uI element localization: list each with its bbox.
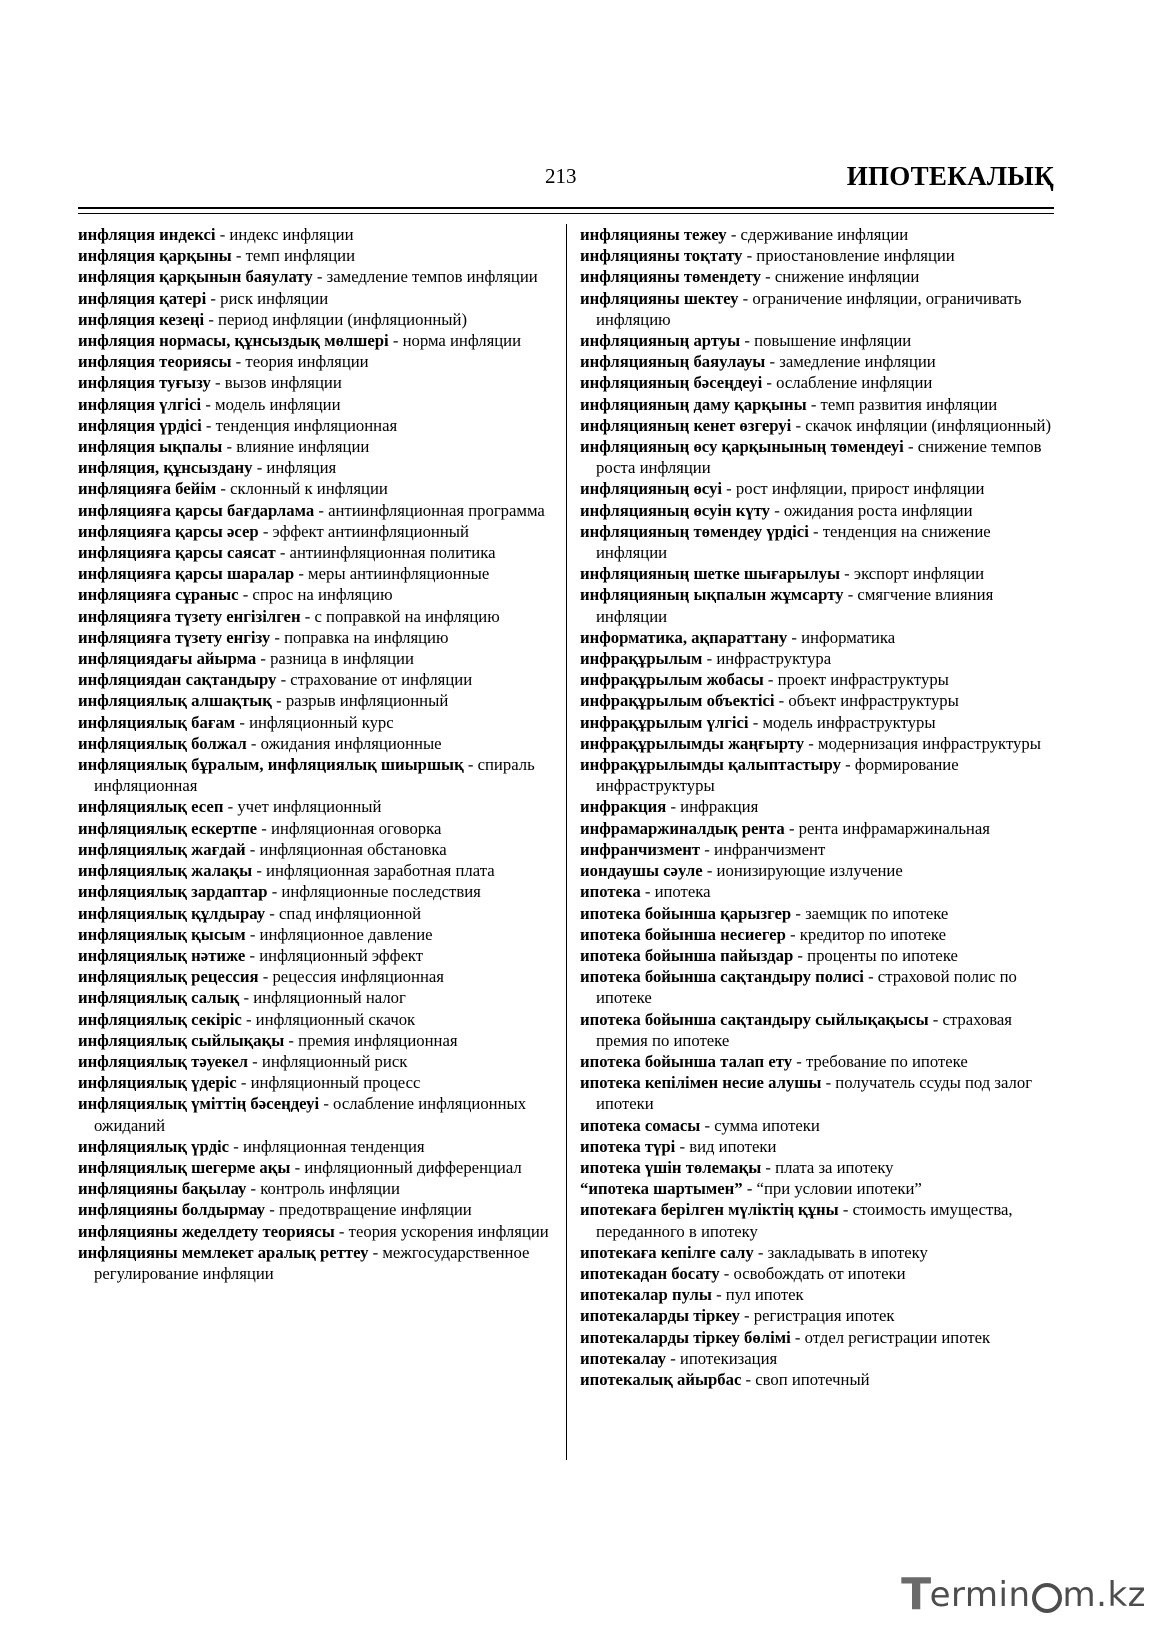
entry-translation: - норма инфляции bbox=[388, 331, 522, 351]
dictionary-entry bbox=[580, 500, 1058, 521]
entry-term: ипотека бойынша қарызгер bbox=[580, 903, 792, 923]
entry-term: ипотека үшін төлемақы bbox=[580, 1157, 762, 1177]
dictionary-entry bbox=[580, 733, 1058, 754]
entry-term: инфляцияны мемлекет аралық реттеу bbox=[78, 1242, 369, 1262]
entry-term: инфляциялық сыйлықақы bbox=[78, 1030, 285, 1050]
dictionary-entry bbox=[580, 1178, 1058, 1199]
entry-translation: - инфляционное давление bbox=[245, 924, 433, 944]
entry-translation: - ипотекизация bbox=[666, 1348, 778, 1368]
entry-translation: - поправка на инфляцию bbox=[270, 627, 449, 647]
dictionary-entry bbox=[78, 627, 556, 648]
entry-term: инфляцияның ықпалын жұмсарту bbox=[580, 585, 844, 605]
dictionary-entry bbox=[78, 457, 556, 478]
column-divider bbox=[566, 224, 567, 1460]
dictionary-entry bbox=[580, 1305, 1058, 1326]
entry-translation: - освобождать от ипотеки bbox=[719, 1263, 906, 1283]
dictionary-entry bbox=[580, 881, 1058, 902]
entry-translation: - с поправкой на инфляцию bbox=[300, 606, 500, 626]
entry-translation: - темп инфляции bbox=[231, 246, 356, 266]
entry-term: ипотека сомасы bbox=[580, 1115, 701, 1135]
entry-term: инфрақұрылымды жаңғырту bbox=[580, 733, 805, 753]
dictionary-entry bbox=[78, 415, 556, 436]
entry-term: инфляцияға қарсы әсер bbox=[78, 521, 259, 541]
entry-translation: - рента инфрамаржинальная bbox=[784, 818, 990, 838]
entry-term: инфляциялық үміттің бәсеңдеуі bbox=[78, 1094, 320, 1114]
entry-term: инфляциялық ескертпе bbox=[78, 818, 258, 838]
entry-term: инфляциялық есеп bbox=[78, 797, 224, 817]
entry-term: ипотекалық айырбас bbox=[580, 1369, 742, 1389]
dictionary-entry bbox=[78, 1030, 556, 1051]
entry-translation: - вид ипотеки bbox=[675, 1136, 777, 1156]
dictionary-entry bbox=[580, 351, 1058, 372]
entry-translation: - антиинфляционная программа bbox=[314, 500, 545, 520]
entry-translation: - модель инфляции bbox=[201, 394, 341, 414]
entry-term: иондаушы сәуле bbox=[580, 861, 703, 881]
entry-term: инфляцияның өсу қарқынының төмендеуі bbox=[580, 437, 904, 457]
dictionary-entry bbox=[580, 584, 1058, 626]
dictionary-entry bbox=[78, 966, 556, 987]
entry-translation: - проценты по ипотеке bbox=[793, 945, 958, 965]
entry-translation: - кредитор по ипотеке bbox=[785, 924, 946, 944]
entry-translation: - индекс инфляции bbox=[215, 225, 354, 244]
entry-term: инфляциядан сақтандыру bbox=[78, 670, 277, 690]
dictionary-entry bbox=[580, 1115, 1058, 1136]
entry-term: инфляциялық жалақы bbox=[78, 861, 253, 881]
entry-translation: - эффект антиинфляционный bbox=[258, 521, 469, 541]
dictionary-entry bbox=[78, 394, 556, 415]
entry-term: инфляция туғызу bbox=[78, 373, 211, 393]
entry-term: инфляциялық нәтиже bbox=[78, 945, 246, 965]
dictionary-entry bbox=[78, 690, 556, 711]
entry-translation: - спад инфляционной bbox=[265, 903, 422, 923]
dictionary-entry bbox=[78, 521, 556, 542]
dictionary-entry bbox=[78, 266, 556, 287]
entry-term: инфрақұрылым үлгісі bbox=[580, 712, 749, 732]
entry-term: инфляцияны бақылау bbox=[78, 1179, 247, 1199]
entry-translation: - антиинфляционная политика bbox=[275, 543, 496, 563]
dictionary-entry bbox=[78, 860, 556, 881]
entry-translation: - меры антиинфляционные bbox=[294, 564, 490, 584]
dictionary-entry bbox=[78, 1051, 556, 1072]
dictionary-entry bbox=[78, 1157, 556, 1178]
entry-translation: - объект инфраструктуры bbox=[774, 691, 959, 711]
entry-translation: - разница в инфляции bbox=[256, 649, 414, 669]
entry-term: ипотека бойынша пайыздар bbox=[580, 945, 794, 965]
dictionary-entry bbox=[78, 818, 556, 839]
entry-term: инфляциялық алшақтық bbox=[78, 691, 272, 711]
entry-translation: - инфранчизмент bbox=[700, 839, 826, 859]
dictionary-entry bbox=[78, 351, 556, 372]
dictionary-entry bbox=[580, 754, 1058, 796]
entry-translation: - инфляционный процесс bbox=[236, 1073, 421, 1093]
header-rule-thick bbox=[78, 207, 1054, 209]
entry-translation: - сумма ипотеки bbox=[700, 1115, 820, 1135]
entry-term: инфляцияның шетке шығарылуы bbox=[580, 564, 840, 584]
entry-translation: - теория ускорения инфляции bbox=[334, 1221, 549, 1241]
entry-translation: - снижение инфляции bbox=[760, 267, 920, 287]
dictionary-entry bbox=[580, 245, 1058, 266]
dictionary-entry bbox=[78, 733, 556, 754]
entry-translation: - инфляционный скачок bbox=[241, 1009, 416, 1029]
entry-translation: - ионизирующие излучение bbox=[702, 861, 903, 881]
entry-translation: - сдерживание инфляции bbox=[726, 225, 909, 244]
entry-translation: - приостановление инфляции bbox=[742, 246, 955, 266]
dictionary-entry bbox=[78, 1242, 556, 1284]
entry-term: инфляцияның кенет өзгеруі bbox=[580, 415, 792, 435]
dictionary-entry bbox=[580, 945, 1058, 966]
dictionary-entry bbox=[78, 924, 556, 945]
entry-translation: - межгосударственное регулирование инфляции bbox=[94, 1242, 530, 1283]
entry-translation: - инфляционный эффект bbox=[245, 945, 424, 965]
entry-term: инфляцияны жеделдету теориясы bbox=[78, 1221, 335, 1241]
entry-translation: - страховой полис по ипотеке bbox=[596, 967, 1017, 1008]
dictionary-entry bbox=[580, 1369, 1058, 1390]
dictionary-entry bbox=[78, 712, 556, 733]
logo-letter-t: T bbox=[901, 1569, 932, 1620]
entry-term: инфляцияның өсуін күту bbox=[580, 500, 771, 520]
left-column bbox=[78, 224, 556, 1284]
dictionary-entry bbox=[78, 987, 556, 1008]
dictionary-entry bbox=[78, 1093, 556, 1135]
entry-term: инфляциялық бұралым, инфляциялық шиыршық bbox=[78, 755, 464, 775]
dictionary-entry bbox=[78, 584, 556, 605]
entry-term: инфрақұрылым bbox=[580, 649, 703, 669]
dictionary-entry bbox=[580, 224, 1058, 245]
entry-term: инфрақұрылым жобасы bbox=[580, 670, 764, 690]
dictionary-entry bbox=[580, 563, 1058, 584]
entry-term: инфранчизмент bbox=[580, 839, 701, 859]
entry-translation: - страхование от инфляции bbox=[276, 670, 473, 690]
dictionary-entry bbox=[580, 1263, 1058, 1284]
dictionary-entry bbox=[580, 648, 1058, 669]
entry-translation: - регистрация ипотек bbox=[739, 1306, 895, 1326]
entry-translation: - страховая премия по ипотеке bbox=[596, 1009, 1012, 1050]
entry-term: инфляция үлгісі bbox=[78, 394, 202, 414]
entry-term: инфрақұрылым объектісі bbox=[580, 691, 775, 711]
dictionary-entry bbox=[580, 924, 1058, 945]
entry-term: ипотекаларды тіркеу bbox=[580, 1306, 740, 1326]
entry-term: инфляция нормасы, құнсыздық мөлшері bbox=[78, 331, 389, 351]
entry-term: инфляция үрдісі bbox=[78, 415, 202, 435]
entry-translation: - инфляционная обстановка bbox=[245, 839, 447, 859]
entry-term: инфляцияның өсуі bbox=[580, 479, 722, 499]
entry-translation: - информатика bbox=[787, 627, 896, 647]
dictionary-entry bbox=[78, 542, 556, 563]
entry-term: инфляция теориясы bbox=[78, 352, 232, 372]
entry-term: ипотекалау bbox=[580, 1348, 667, 1368]
entry-term: инфляциялық тәуекел bbox=[78, 1051, 248, 1071]
dictionary-entry bbox=[78, 563, 556, 584]
entry-term: инфляциялық құлдырау bbox=[78, 903, 266, 923]
entry-term: инфляцияға бейім bbox=[78, 479, 217, 499]
entry-translation: - повышение инфляции bbox=[740, 331, 912, 351]
entry-term: инфляция кезеңі bbox=[78, 309, 205, 329]
dictionary-entry bbox=[78, 796, 556, 817]
entry-term: инфрақұрылымды қалыптастыру bbox=[580, 755, 841, 775]
dictionary-entry bbox=[78, 1178, 556, 1199]
dictionary-entry bbox=[580, 966, 1058, 1008]
entry-term: инфляция қарқынын баяулату bbox=[78, 267, 313, 287]
entry-term: инфляцияға қарсы шаралар bbox=[78, 564, 295, 584]
dictionary-entry bbox=[580, 436, 1058, 478]
entry-term: “ипотека шартымен” bbox=[580, 1179, 743, 1199]
dictionary-entry bbox=[580, 415, 1058, 436]
dictionary-entry bbox=[78, 500, 556, 521]
dictionary-entry bbox=[580, 818, 1058, 839]
entry-term: инфляциялық қысым bbox=[78, 924, 246, 944]
dictionary-entry bbox=[580, 860, 1058, 881]
entry-translation: - своп ипотечный bbox=[741, 1369, 870, 1389]
entry-term: инфляцияға қарсы бағдарлама bbox=[78, 500, 315, 520]
entry-term: ипотекаға кепілге салу bbox=[580, 1242, 754, 1262]
entry-translation: - экспорт инфляции bbox=[840, 564, 985, 584]
entry-translation: - период инфляции (инфляционный) bbox=[204, 309, 467, 329]
dictionary-entry bbox=[580, 627, 1058, 648]
entry-translation: - темп развития инфляции bbox=[806, 394, 998, 414]
entry-translation: - смягчение влияния инфляции bbox=[596, 585, 994, 626]
entry-term: инфляция, құнсыздану bbox=[78, 458, 253, 478]
entry-translation: - теория инфляции bbox=[231, 352, 369, 372]
logo-text-end: m.kz bbox=[1062, 1575, 1146, 1615]
entry-term: инфляция индексі bbox=[78, 225, 216, 244]
entry-translation: - инфраструктура bbox=[702, 649, 832, 669]
entry-term: инфляцияға сұраныс bbox=[78, 585, 239, 605]
dictionary-entry bbox=[78, 309, 556, 330]
entry-term: инфляцияны тежеу bbox=[580, 225, 727, 244]
dictionary-entry bbox=[580, 1284, 1058, 1305]
dictionary-entry bbox=[580, 521, 1058, 563]
entry-translation: - контроль инфляции bbox=[246, 1179, 400, 1199]
entry-term: инфляциялық зардаптар bbox=[78, 882, 268, 902]
dictionary-entry bbox=[580, 1009, 1058, 1051]
entry-translation: - инфляционный дифференциал bbox=[290, 1157, 522, 1177]
dictionary-entry bbox=[580, 903, 1058, 924]
entry-translation: - пул ипотек bbox=[711, 1285, 804, 1305]
entry-term: инфляцияның баяулауы bbox=[580, 352, 766, 372]
entry-translation: - требование по ипотеке bbox=[792, 1051, 968, 1071]
entry-translation: - модернизация инфраструктуры bbox=[804, 733, 1041, 753]
entry-term: инфляциялық бағам bbox=[78, 712, 236, 732]
dictionary-entry bbox=[580, 372, 1058, 393]
entry-translation: - тенденция инфляционная bbox=[201, 415, 398, 435]
entry-term: инфляцияның даму қарқыны bbox=[580, 394, 807, 414]
entry-translation: - стоимость имущества, переданного в ипотеку bbox=[596, 1200, 1013, 1241]
logo-circle-icon bbox=[1032, 1583, 1062, 1613]
dictionary-entry bbox=[580, 1242, 1058, 1263]
dictionary-entry bbox=[78, 945, 556, 966]
entry-translation: - проект инфраструктуры bbox=[763, 670, 949, 690]
dictionary-entry bbox=[78, 288, 556, 309]
dictionary-entry bbox=[580, 1072, 1058, 1114]
entry-translation: - рост инфляции, прирост инфляции bbox=[721, 479, 985, 499]
entry-translation: - ожидания инфляционные bbox=[246, 733, 442, 753]
entry-term: информатика, ақпараттану bbox=[580, 627, 788, 647]
entry-term: инфляцияның төмендеу үрдісі bbox=[580, 521, 809, 541]
entry-translation: - ожидания роста инфляции bbox=[770, 500, 973, 520]
entry-translation: - тенденция на снижение инфляции bbox=[596, 521, 991, 563]
entry-term: инфляция қарқыны bbox=[78, 246, 232, 266]
entry-term: ипотека бойынша талап ету bbox=[580, 1051, 793, 1071]
dictionary-entry bbox=[580, 1051, 1058, 1072]
running-head: ИПОТЕКАЛЫҚ bbox=[846, 161, 1054, 191]
dictionary-entry bbox=[78, 436, 556, 457]
entry-term: инфляциялық секіріс bbox=[78, 1009, 242, 1029]
entry-translation: - инфляционная тенденция bbox=[229, 1136, 425, 1156]
entry-translation: - влияние инфляции bbox=[222, 437, 370, 457]
dictionary-entry bbox=[580, 839, 1058, 860]
entry-translation: - инфляционный риск bbox=[248, 1051, 408, 1071]
entry-translation: - отдел регистрации ипотек bbox=[790, 1327, 991, 1347]
dictionary-entry bbox=[580, 690, 1058, 711]
entry-translation: - модель инфраструктуры bbox=[748, 712, 936, 732]
entry-term: ипотека bbox=[580, 882, 641, 902]
entry-term: ипотекалар пулы bbox=[580, 1285, 712, 1305]
entry-term: инфляцияны тоқтату bbox=[580, 246, 743, 266]
entry-term: инфляцияны болдырмау bbox=[78, 1200, 266, 1220]
entry-translation: - риск инфляции bbox=[206, 288, 329, 308]
dictionary-entry bbox=[580, 478, 1058, 499]
entry-term: инфляциядағы айырма bbox=[78, 649, 257, 669]
entry-translation: - инфляционная заработная плата bbox=[252, 861, 495, 881]
entry-translation: - ограничение инфляции, ограничивать инфляцию bbox=[596, 288, 1022, 329]
entry-translation: - ослабление инфляционных ожиданий bbox=[94, 1094, 527, 1135]
dictionary-entry bbox=[78, 1221, 556, 1242]
entry-translation: - закладывать в ипотеку bbox=[753, 1242, 928, 1262]
entry-translation: - замедление темпов инфляции bbox=[312, 267, 538, 287]
entry-translation: - разрыв инфляционный bbox=[271, 691, 449, 711]
entry-translation: - спираль инфляционная bbox=[94, 755, 535, 796]
entry-translation: - инфляционная оговорка bbox=[257, 818, 442, 838]
entry-term: инфляция ықпалы bbox=[78, 437, 223, 457]
entry-term: инфляцияға түзету енгізу bbox=[78, 627, 271, 647]
entry-translation: - инфракция bbox=[666, 797, 759, 817]
entry-term: инфляциялық рецессия bbox=[78, 967, 259, 987]
entry-translation: - предотвращение инфляции bbox=[265, 1200, 472, 1220]
dictionary-entry bbox=[580, 1157, 1058, 1178]
entry-term: ипотекаларды тіркеу бөлімі bbox=[580, 1327, 791, 1347]
entry-term: инфракция bbox=[580, 797, 667, 817]
dictionary-entry bbox=[580, 669, 1058, 690]
entry-term: инфляцияға қарсы саясат bbox=[78, 543, 276, 563]
dictionary-entry bbox=[78, 1009, 556, 1030]
dictionary-entry bbox=[78, 839, 556, 860]
dictionary-entry bbox=[580, 1199, 1058, 1241]
dictionary-entry bbox=[78, 1136, 556, 1157]
entry-translation: - ослабление инфляции bbox=[762, 373, 933, 393]
page-number: 213 bbox=[545, 164, 577, 188]
entry-translation: - плата за ипотеку bbox=[761, 1157, 894, 1177]
entry-term: ипотека бойынша сақтандыру сыйлықақысы bbox=[580, 1009, 929, 1029]
dictionary-entry bbox=[580, 1136, 1058, 1157]
header-rule-thin bbox=[78, 213, 1054, 214]
entry-translation: - инфляция bbox=[252, 458, 337, 478]
entry-term: ипотека кепілімен несие алушы bbox=[580, 1073, 822, 1093]
dictionary-entry bbox=[580, 394, 1058, 415]
entry-term: инфляцияның артуы bbox=[580, 331, 741, 351]
entry-translation: - “при условии ипотеки” bbox=[742, 1179, 922, 1199]
dictionary-entry bbox=[580, 712, 1058, 733]
entry-translation: - инфляционный курс bbox=[235, 712, 394, 732]
dictionary-entry bbox=[78, 754, 556, 796]
entry-term: инфляциялық шегерме ақы bbox=[78, 1157, 291, 1177]
dictionary-entry bbox=[78, 669, 556, 690]
entry-term: инфрамаржиналдық рента bbox=[580, 818, 785, 838]
entry-term: инфляциялық жағдай bbox=[78, 839, 246, 859]
dictionary-entry bbox=[580, 1348, 1058, 1369]
dictionary-entry bbox=[580, 1327, 1058, 1348]
entry-term: инфляциялық үдеріс bbox=[78, 1073, 237, 1093]
dictionary-entry bbox=[78, 245, 556, 266]
entry-term: инфляция қатері bbox=[78, 288, 207, 308]
entry-term: ипотекадан босату bbox=[580, 1263, 720, 1283]
entry-term: инфляциялық болжал bbox=[78, 733, 247, 753]
entry-translation: - вызов инфляции bbox=[210, 373, 342, 393]
right-column bbox=[580, 224, 1058, 1390]
entry-translation: - рецессия инфляционная bbox=[258, 967, 444, 987]
entry-translation: - заемщик по ипотеке bbox=[791, 903, 949, 923]
entry-term: ипотекаға берілген мүліктің құны bbox=[580, 1200, 839, 1220]
entry-term: инфляцияны төмендету bbox=[580, 267, 761, 287]
entry-translation: - скачок инфляции (инфляционный) bbox=[791, 415, 1052, 435]
entry-term: инфляциялық үрдіс bbox=[78, 1136, 230, 1156]
entry-translation: - ипотека bbox=[640, 882, 711, 902]
dictionary-entry bbox=[78, 1072, 556, 1093]
entry-translation: - снижение темпов роста инфляции bbox=[596, 437, 1042, 478]
dictionary-entry bbox=[78, 372, 556, 393]
dictionary-entry bbox=[78, 1199, 556, 1220]
entry-translation: - формирование инфраструктуры bbox=[596, 755, 959, 796]
entry-term: ипотека түрі bbox=[580, 1136, 676, 1156]
dictionary-entry bbox=[78, 606, 556, 627]
dictionary-entry bbox=[580, 266, 1058, 287]
dictionary-entry bbox=[78, 224, 556, 245]
entry-translation: - премия инфляционная bbox=[284, 1030, 458, 1050]
dictionary-entry bbox=[78, 903, 556, 924]
entry-translation: - инфляционные последствия bbox=[267, 882, 481, 902]
dictionary-entry bbox=[78, 478, 556, 499]
entry-translation: - спрос на инфляцию bbox=[238, 585, 393, 605]
entry-translation: - получатель ссуды под залог ипотеки bbox=[596, 1073, 1033, 1114]
entry-translation: - замедление инфляции bbox=[765, 352, 936, 372]
entry-term: ипотека бойынша несиегер bbox=[580, 924, 786, 944]
dictionary-entry bbox=[78, 881, 556, 902]
dictionary-entry bbox=[580, 796, 1058, 817]
entry-term: инфляцияны шектеу bbox=[580, 288, 739, 308]
entry-translation: - инфляционный налог bbox=[239, 988, 406, 1008]
entry-term: инфляцияға түзету енгізілген bbox=[78, 606, 301, 626]
entry-term: инфляцияның бәсеңдеуі bbox=[580, 373, 763, 393]
entry-translation: - учет инфляционный bbox=[223, 797, 382, 817]
entry-translation: - склонный к инфляции bbox=[216, 479, 388, 499]
dictionary-entry bbox=[78, 330, 556, 351]
dictionary-entry bbox=[580, 288, 1058, 330]
termincom-logo bbox=[901, 1569, 1146, 1620]
entry-term: инфляциялық салық bbox=[78, 988, 240, 1008]
dictionary-entry bbox=[78, 648, 556, 669]
dictionary-entry bbox=[580, 330, 1058, 351]
entry-term: ипотека бойынша сақтандыру полисі bbox=[580, 967, 864, 987]
logo-text-start: ermin bbox=[929, 1575, 1031, 1615]
